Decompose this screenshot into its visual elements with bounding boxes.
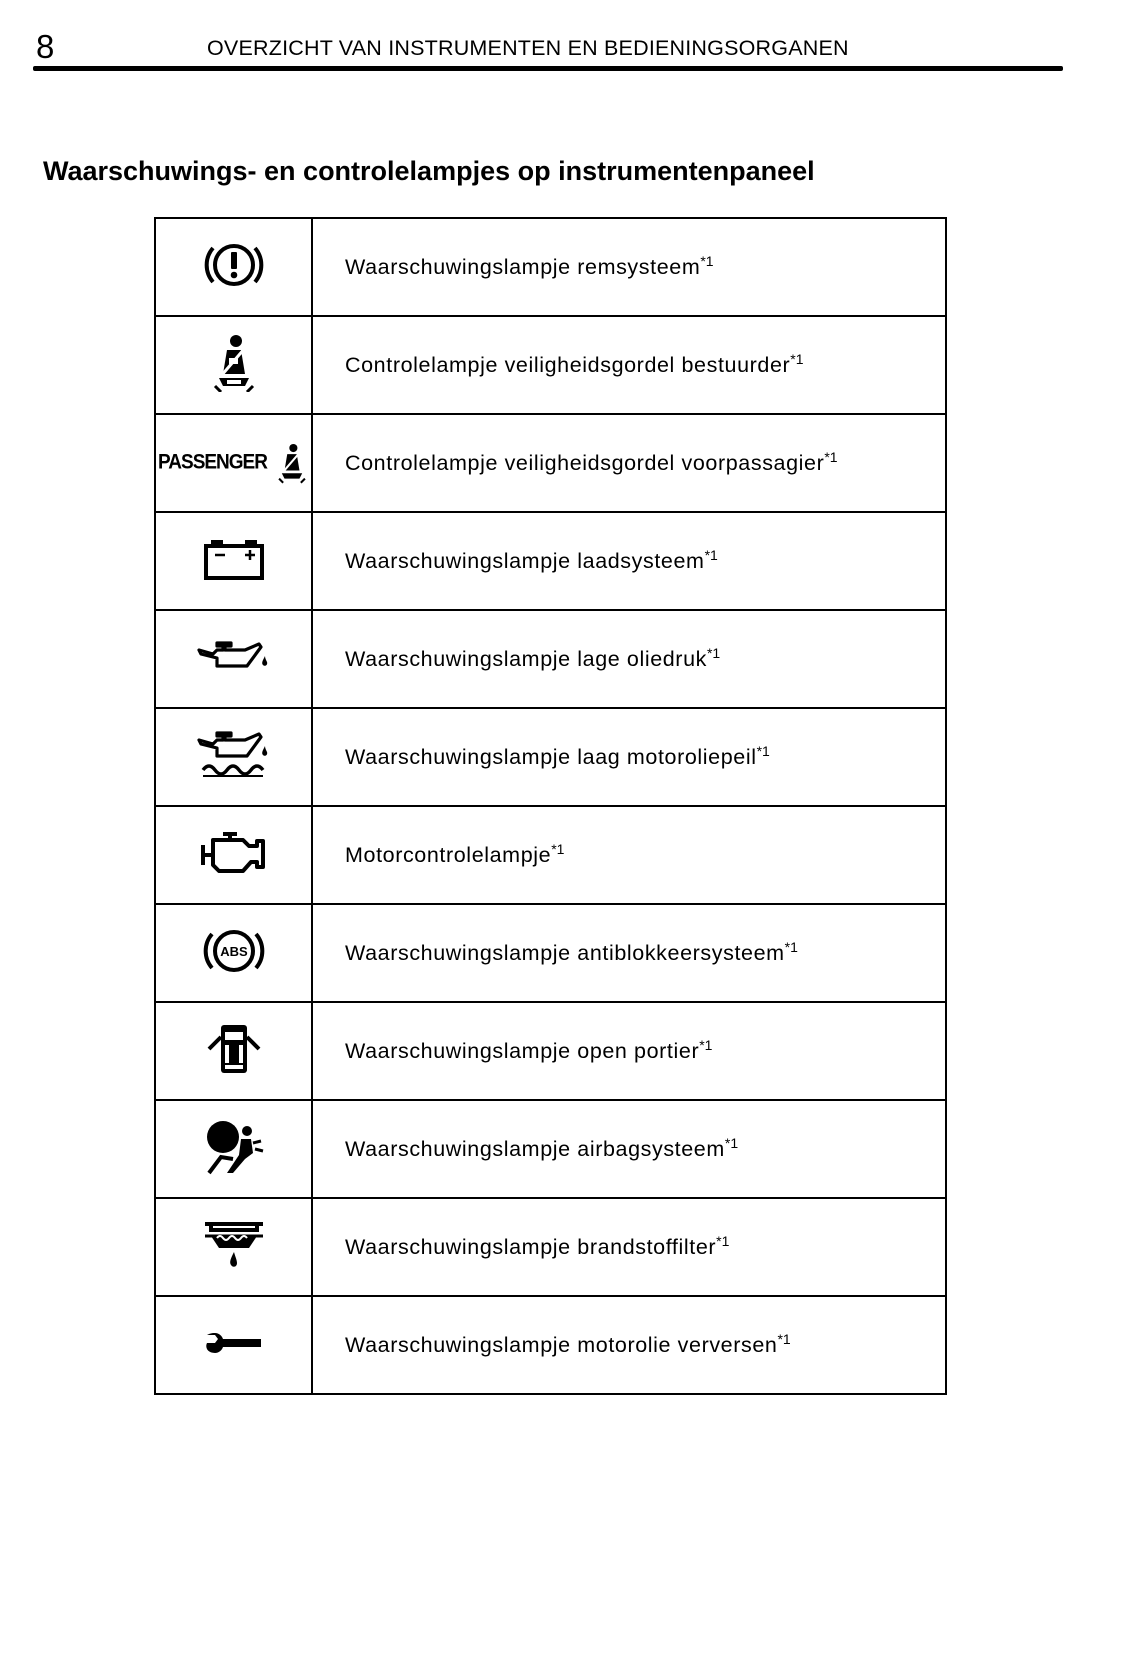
footnote-marker: *1 (724, 1135, 739, 1152)
footnote-marker: *1 (706, 645, 721, 662)
abs-icon (202, 926, 266, 981)
engine-icon (201, 831, 267, 880)
lamp-label: Controlelampje veiligheidsgordel bestuurder (345, 353, 791, 378)
wrench-icon (203, 1328, 265, 1363)
lamp-label: Waarschuwingslampje lage oliedruk (345, 647, 707, 672)
lamp-label: Waarschuwingslampje remsysteem (345, 255, 701, 280)
footnote-marker: *1 (784, 939, 798, 956)
lamp-label: Waarschuwingslampje laag motoroliepeil (345, 745, 757, 770)
open-door-icon (205, 1023, 263, 1080)
table-row (155, 316, 946, 414)
warning-lamp-table (154, 217, 947, 1395)
table-row (155, 904, 946, 1002)
lamp-label: Controlelampje veiligheidsgordel voorpassagier (345, 451, 825, 476)
table-row (155, 512, 946, 610)
lamp-label: Waarschuwingslampje open portier (345, 1039, 700, 1064)
footnote-marker: *1 (700, 253, 714, 270)
table-row (155, 218, 946, 316)
footnote-marker: *1 (777, 1331, 791, 1348)
battery-icon (203, 538, 265, 585)
lamp-label: Waarschuwingslampje laadsysteem (345, 549, 705, 574)
footnote-marker: *1 (704, 547, 718, 564)
fuel-filter-icon (203, 1218, 265, 1277)
table-row (155, 1296, 946, 1394)
passenger-icon-text: PASSENGER (158, 450, 267, 474)
lamp-label: Waarschuwingslampje motorolie verversen (345, 1333, 778, 1358)
section-title: Waarschuwings- en controlelampjes op instrumentenpaneel (43, 156, 815, 186)
lamp-label: Motorcontrolelampje (345, 843, 552, 868)
table-row (155, 1100, 946, 1198)
lamp-label: Waarschuwingslampje brandstoffilter (345, 1235, 717, 1260)
footnote-marker: *1 (551, 841, 565, 858)
table-row (155, 610, 946, 708)
footnote-marker: *1 (716, 1233, 730, 1250)
footnote-marker: *1 (824, 449, 838, 466)
passenger-seatbelt-icon (158, 442, 309, 484)
airbag-icon (203, 1119, 265, 1180)
table-row (155, 806, 946, 904)
running-title: OVERZICHT VAN INSTRUMENTEN EN BEDIENINGSORGANEN (207, 36, 849, 60)
footnote-marker: *1 (790, 351, 804, 368)
footnote-marker: *1 (756, 743, 770, 760)
abs-icon-text: ABS (219, 943, 248, 959)
oil-level-icon (197, 730, 271, 785)
table-row (155, 1002, 946, 1100)
footnote-marker: *1 (699, 1037, 713, 1054)
header-rule (33, 66, 1063, 71)
lamp-label: Waarschuwingslampje airbagsysteem (345, 1137, 725, 1162)
lamp-label: Waarschuwingslampje antiblokkeersysteem (345, 941, 785, 966)
seatbelt-icon (209, 334, 259, 397)
table-row (155, 1198, 946, 1296)
brake-warning-icon (203, 240, 265, 295)
table-row (155, 414, 946, 512)
oil-can-icon (197, 640, 271, 679)
table-row (155, 708, 946, 806)
page-number: 8 (36, 28, 55, 65)
